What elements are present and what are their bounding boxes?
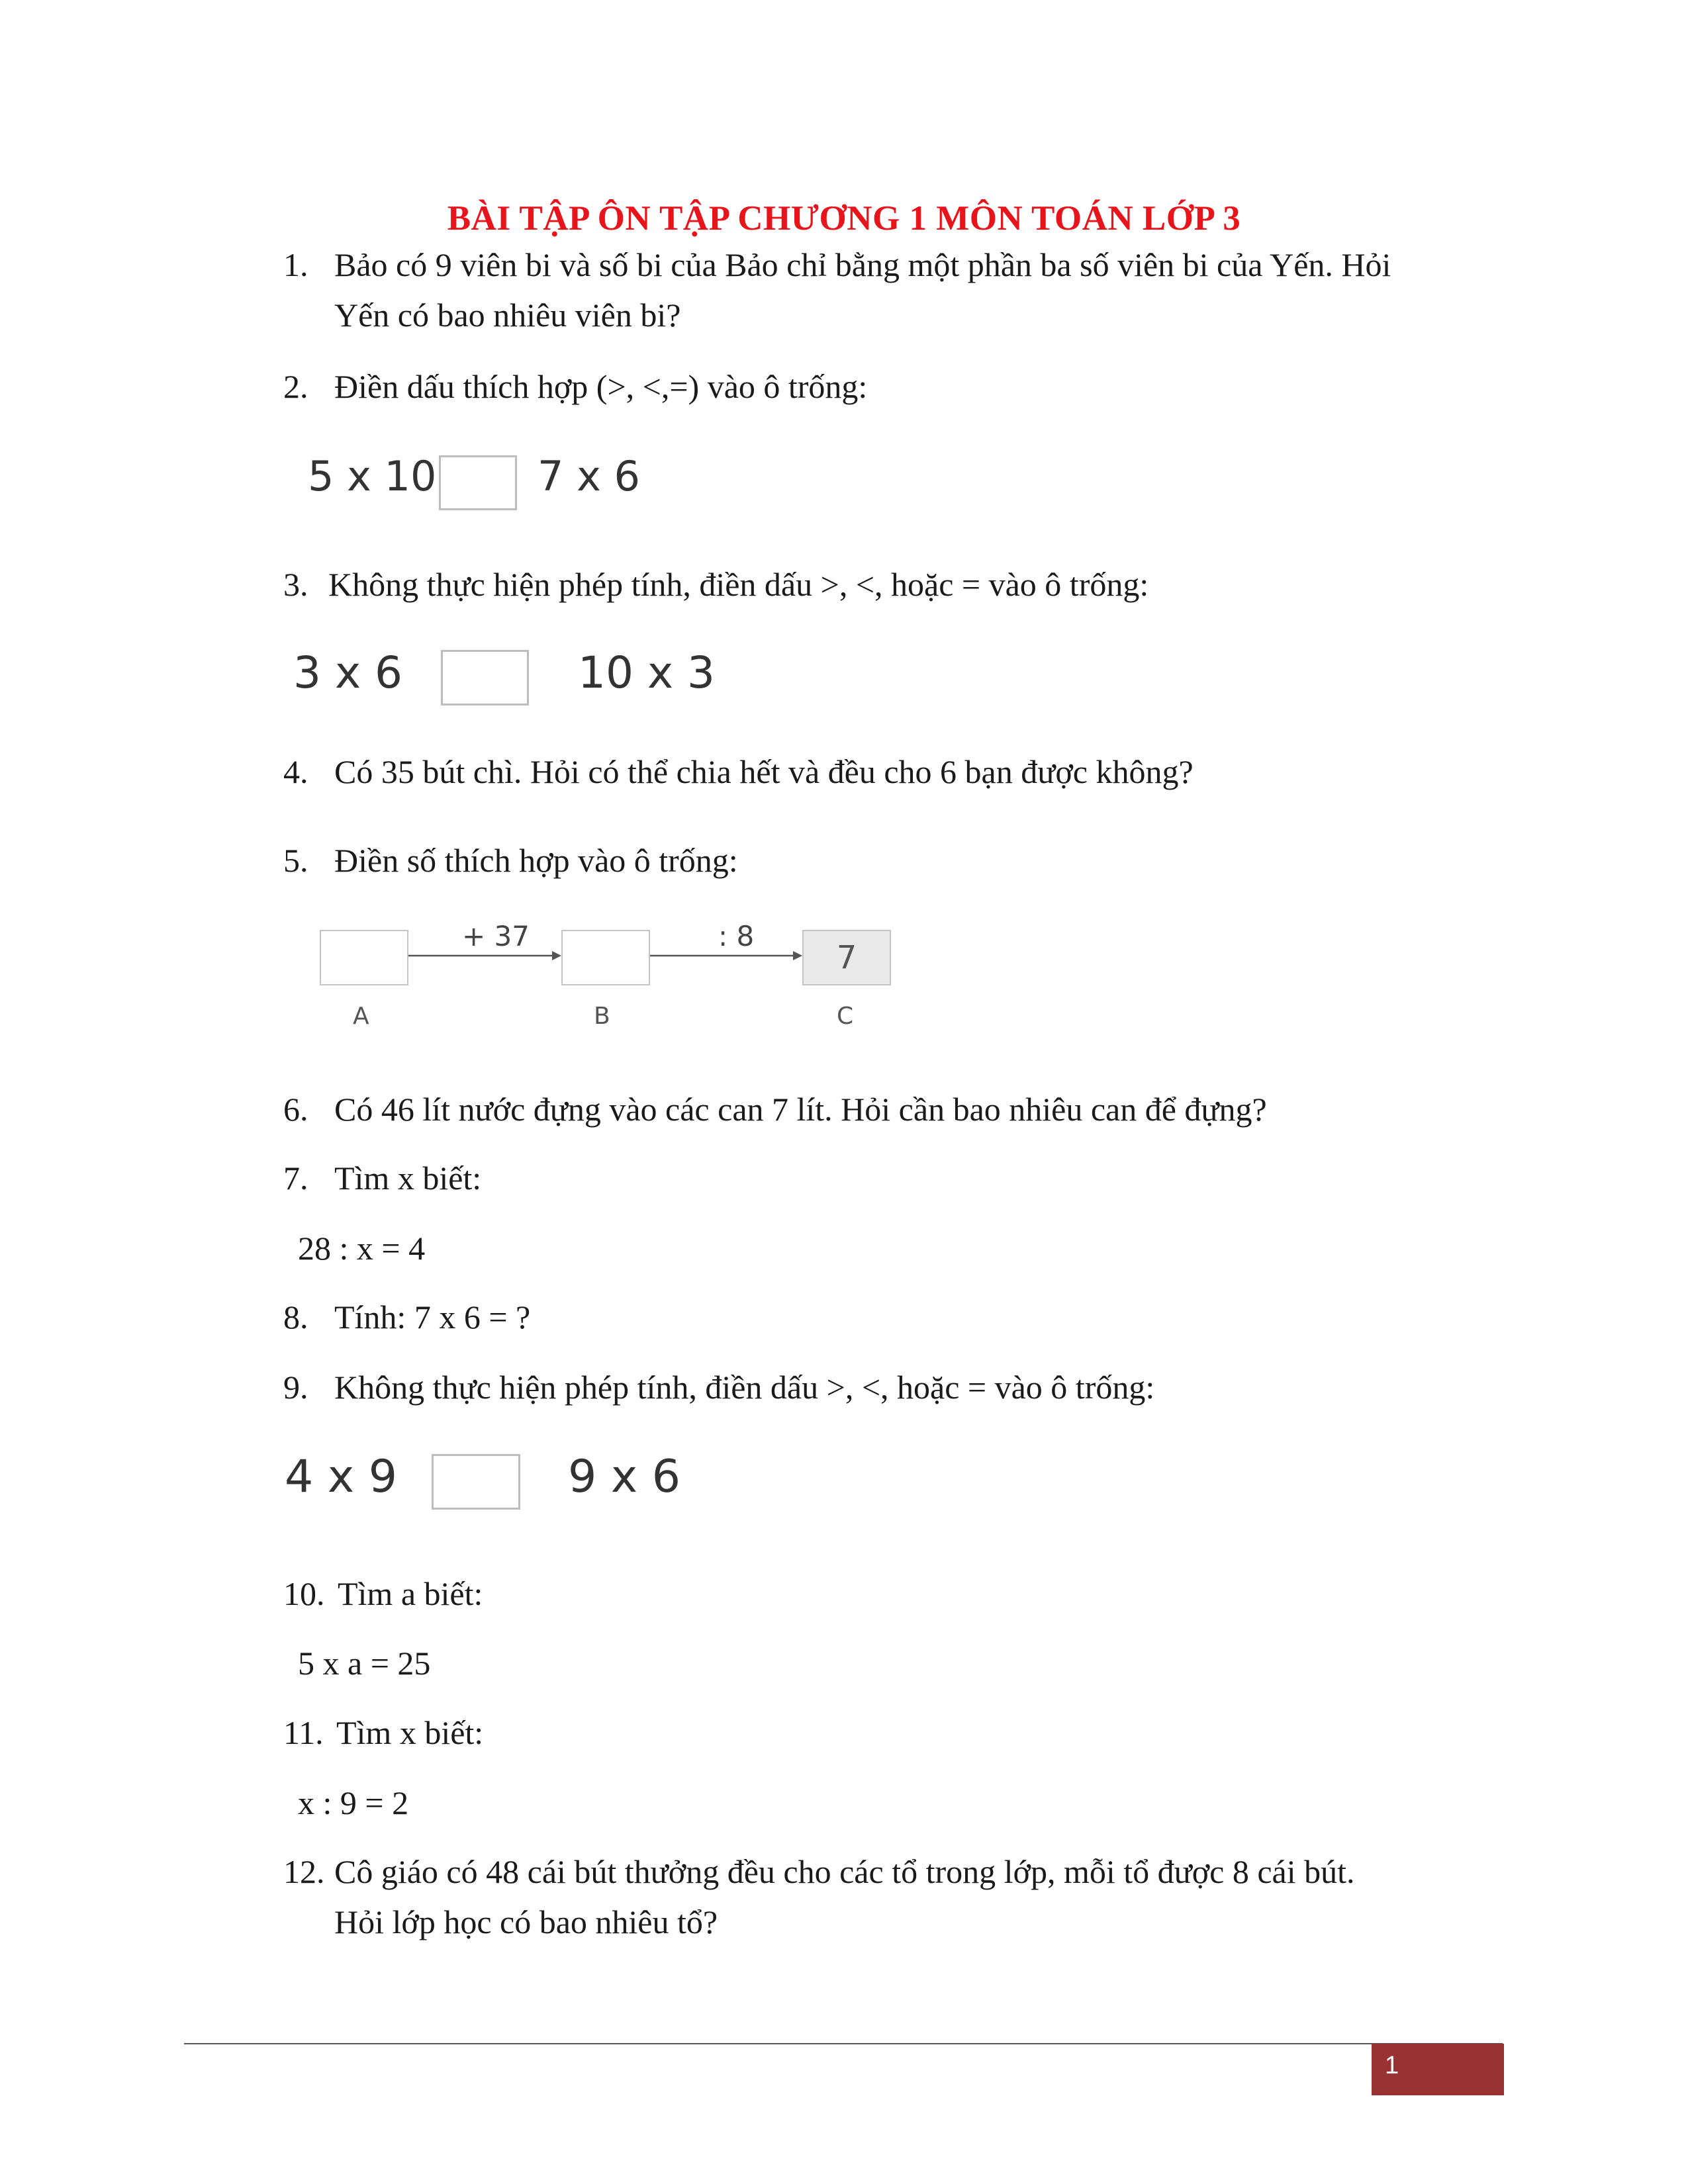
label-b: B xyxy=(594,1003,610,1030)
equation: 28 : x = 4 xyxy=(298,1230,426,1267)
question-9 xyxy=(0,1362,1688,1415)
question-2 xyxy=(0,361,1688,414)
box-a[interactable] xyxy=(320,930,408,985)
expression-left: 4 x 9 xyxy=(285,1451,397,1503)
question-number: 9. xyxy=(283,1369,308,1406)
question-12 xyxy=(0,1846,1688,1952)
question-number: 11. xyxy=(283,1714,324,1751)
question-number: 5. xyxy=(283,842,308,879)
expression-right: 9 x 6 xyxy=(568,1451,680,1503)
expression-right: 10 x 3 xyxy=(578,647,715,698)
answer-box[interactable] xyxy=(441,650,529,705)
arrowhead-b-c xyxy=(793,951,802,960)
question-number: 10. xyxy=(283,1575,325,1612)
question-number: 12. xyxy=(283,1853,325,1890)
question-number: 7. xyxy=(283,1160,308,1197)
question-text: Hỏi lớp học có bao nhiêu tổ? xyxy=(334,1903,718,1940)
question-text: Tìm a biết: xyxy=(338,1575,483,1612)
question-text: Cô giáo có 48 cái bút thưởng đều cho các tổ trong lớp, mỗi tổ được 8 cái bút. xyxy=(334,1853,1355,1890)
question-10 xyxy=(0,1569,1688,1621)
question-text: Tìm x biết: xyxy=(334,1160,482,1197)
expression-left: 3 x 6 xyxy=(293,647,402,698)
arrowhead-a-b xyxy=(552,951,561,960)
question-7 xyxy=(0,1153,1688,1206)
answer-box[interactable] xyxy=(439,455,517,510)
question-text: Tính: 7 x 6 = ? xyxy=(334,1298,531,1336)
box-c: 7 xyxy=(802,930,891,985)
question-4 xyxy=(0,747,1688,799)
question-text: Điền số thích hợp vào ô trống: xyxy=(334,842,738,879)
question-8 xyxy=(0,1292,1688,1345)
box-b[interactable] xyxy=(561,930,650,985)
page-number: 1 xyxy=(1385,2052,1399,2079)
question-text: Tìm x biết: xyxy=(336,1714,484,1751)
operation-label-2: : 8 xyxy=(718,920,755,952)
footer-divider xyxy=(184,2043,1503,2044)
question-number: 8. xyxy=(283,1298,308,1336)
equation: 5 x a = 25 xyxy=(298,1645,431,1682)
question-text: Không thực hiện phép tính, điền dấu >, <, hoặc = vào ô trống: xyxy=(328,566,1149,603)
question-text: Có 35 bút chì. Hỏi có thể chia hết và đều cho 6 bạn được không? xyxy=(334,753,1194,790)
operation-label-1: + 37 xyxy=(462,920,530,952)
question-text: Không thực hiện phép tính, điền dấu >, <, hoặc = vào ô trống: xyxy=(334,1369,1155,1406)
page-title: BÀI TẬP ÔN TẬP CHƯƠNG 1 MÔN TOÁN LỚP 3 xyxy=(447,199,1241,238)
answer-box[interactable] xyxy=(432,1454,520,1510)
question-text: Yến có bao nhiêu viên bi? xyxy=(334,296,681,334)
expression-left: 5 x 10 xyxy=(308,452,437,500)
question-number: 2. xyxy=(283,368,308,405)
question-6 xyxy=(0,1084,1688,1137)
question-11 xyxy=(0,1707,1688,1760)
question-text: Có 46 lít nước đựng vào các can 7 lít. Hỏi cần bao nhiêu can để đựng? xyxy=(334,1091,1267,1128)
question-number: 6. xyxy=(283,1091,308,1128)
question-3 xyxy=(0,559,1688,612)
question-number: 4. xyxy=(283,753,308,790)
question-text: Điền dấu thích hợp (>, <,=) vào ô trống: xyxy=(334,368,868,405)
label-a: A xyxy=(353,1003,369,1030)
equation: x : 9 = 2 xyxy=(298,1784,409,1821)
expression-right: 7 x 6 xyxy=(538,452,640,500)
question-5 xyxy=(0,835,1688,888)
question-number: 1. xyxy=(283,246,308,283)
question-number: 3. xyxy=(283,566,308,603)
question-text: Bảo có 9 viên bi và số bi của Bảo chỉ bằng một phần ba số viên bi của Yến. Hỏi xyxy=(334,246,1391,283)
question-1 xyxy=(0,240,1688,345)
label-c: C xyxy=(837,1003,854,1030)
